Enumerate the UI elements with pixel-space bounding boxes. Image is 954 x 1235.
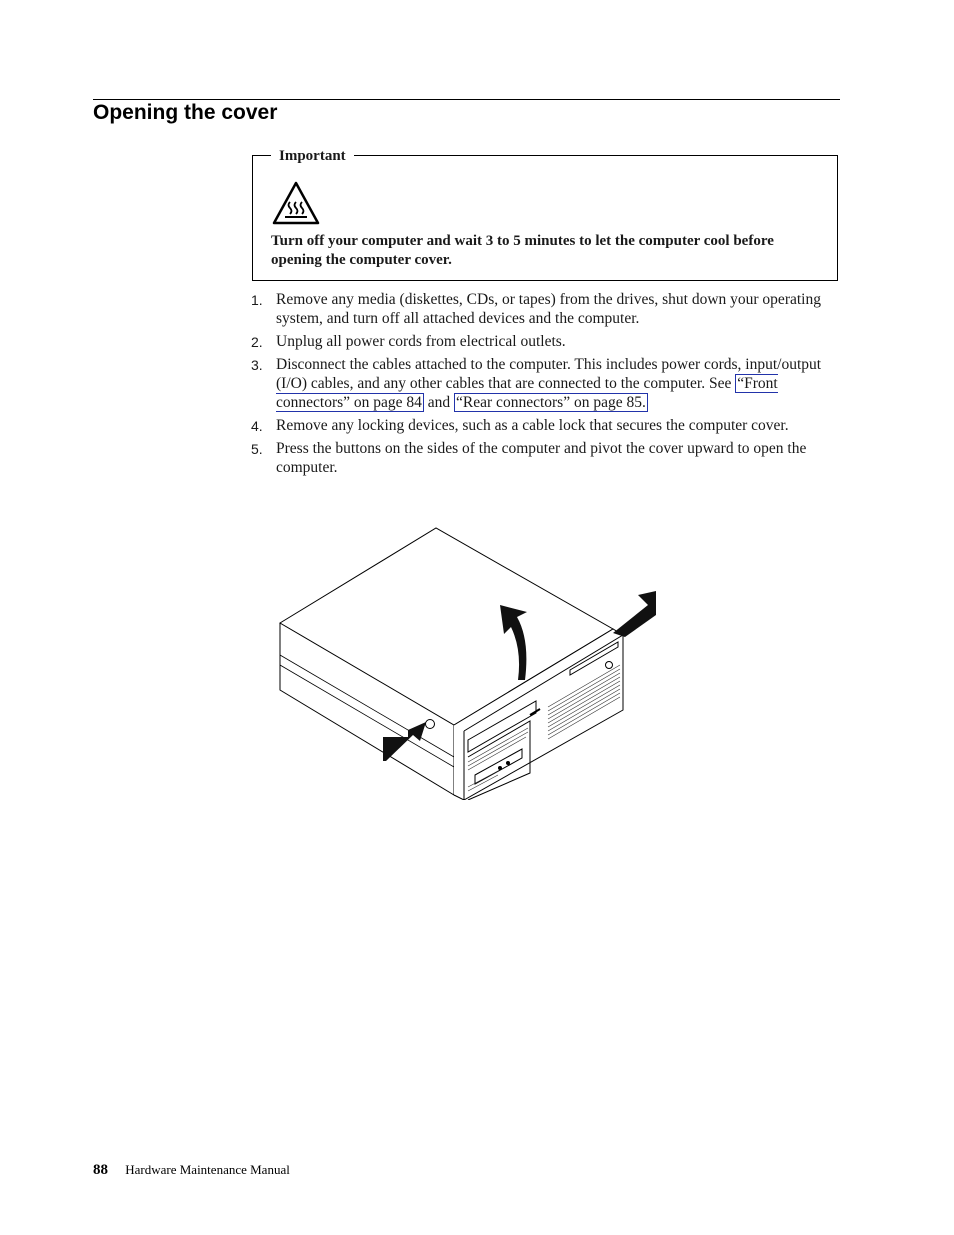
step-text-mid: and bbox=[423, 393, 455, 411]
step-text: Remove any locking devices, such as a cable lock that secures the computer cover. bbox=[276, 416, 789, 434]
section-rule bbox=[93, 99, 840, 100]
footer-title: Hardware Maintenance Manual bbox=[125, 1162, 290, 1177]
hot-surface-warning-icon bbox=[271, 180, 321, 226]
step-5 bbox=[248, 440, 836, 477]
computer-cover-illustration bbox=[268, 525, 668, 800]
step-number: 1. bbox=[251, 292, 263, 308]
procedure-steps bbox=[248, 291, 836, 482]
page-number: 88 bbox=[93, 1162, 108, 1178]
important-label: Important bbox=[271, 147, 354, 165]
step-number: 2. bbox=[251, 333, 263, 350]
important-notice bbox=[252, 148, 838, 281]
page-footer bbox=[93, 1162, 290, 1179]
step-number: 3. bbox=[251, 357, 263, 374]
page-title: Opening the cover bbox=[93, 101, 278, 124]
front-connectors-link[interactable]: “Front connectors” on page 84 bbox=[276, 374, 778, 411]
rear-connectors-link[interactable]: “Rear connectors” on page 85. bbox=[456, 393, 646, 411]
step-text: Press the buttons on the sides of the computer and pivot the cover upward to open the computer. bbox=[276, 439, 807, 476]
step-text: Unplug all power cords from electrical outlets. bbox=[276, 332, 566, 350]
step-text: Remove any media (diskettes, CDs, or tapes) from the drives, shut down your operating system, and turn off all attached devices and the computer. bbox=[276, 291, 821, 327]
step-4 bbox=[248, 417, 836, 436]
step-2 bbox=[248, 333, 836, 352]
step-number: 5. bbox=[251, 440, 263, 457]
step-number: 4. bbox=[251, 417, 263, 434]
step-text: Disconnect the cables attached to the computer. This includes power cords, input/output (I/O) cables, and any other cables that are connected to the computer. See bbox=[276, 356, 822, 392]
step-3 bbox=[248, 356, 836, 412]
important-text: Turn off your computer and wait 3 to 5 minutes to let the computer cool before opening the computer cover. bbox=[271, 233, 774, 268]
step-1 bbox=[248, 291, 836, 328]
